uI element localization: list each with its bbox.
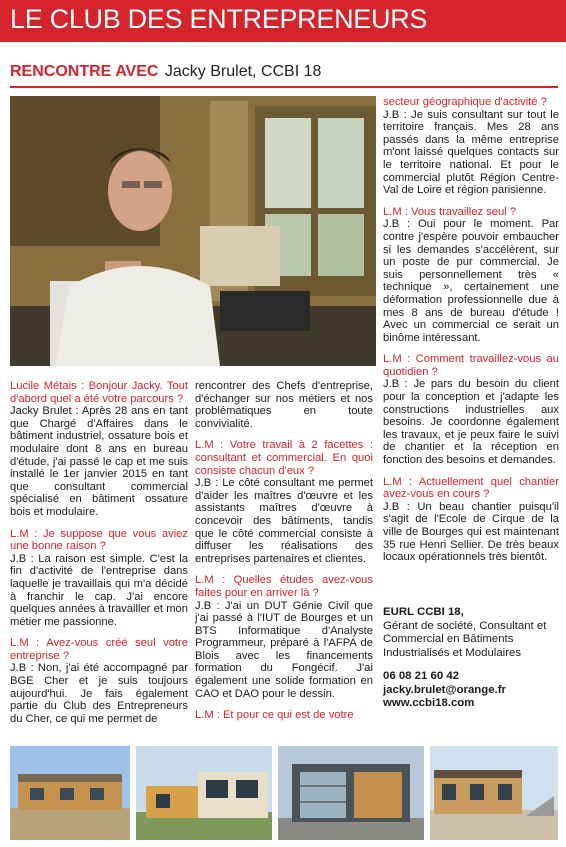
subheading-lead: RENCONTRE AVEC [10, 63, 159, 80]
answer-text: J.B : Je suis consultant sur tout le territoire français. Mes 28 ans passés dans la même entreprise m'ont laissé quelques contacts sur le territoire national. Et pour le commercial plutôt Région Centre-Val de Loire et région parisienne. [383, 108, 559, 197]
qa-block [383, 353, 559, 466]
answer-text: J.B : Oui pour le moment. Par contre j'espère pouvoir embaucher si les demandes s'accélèrent, sur un poste de pur commercial. Je suis personnellement très « technique », certainement une déformation professionnelle due à mes 8 ans de bureau d'étude ! Avec un commercial ce serait un binôme intéressant. [383, 218, 559, 344]
qa-block [383, 206, 559, 345]
qa-block [195, 380, 373, 430]
project-photo [430, 746, 558, 840]
qa-block [383, 96, 559, 197]
header-banner [0, 0, 566, 42]
answer-text: J.B : J'ai un DUT Génie Civil que j'ai passé à l'IUT de Bourges et un BTS Informatique d'Analyste Programmeur, préparé à l'AFPA de Blois avec les financements formation du Fongécif. J'ai également une solide formation en CAO et DAO pour le dessin. [195, 599, 373, 700]
answer-text: J.B : Un beau chantier puisqu'il s'agit de l'Ecole de Cirque de la ville de Bourges qui est maintenant 35 rue Henri Sellier. De très beaux locaux opérationnels très bientôt. [383, 500, 559, 564]
column-1 [10, 380, 188, 734]
question-text: secteur géographique d'activité ? [383, 96, 547, 108]
answer-text: J.B : Le côté consultant me permet d'aider les maîtres d'œuvre et les assistants maîtres d'œuvre à concevoir des bâtiments, tandis que le côté commercial consiste à diffuser les réalisations des entreprises partenaires et clientes. [195, 477, 373, 565]
question-text: L.M : Et pour ce qui est de votre [195, 709, 354, 722]
question-text: L.M : Vous travaillez seul ? [383, 205, 517, 218]
project-photo [136, 746, 272, 840]
project-photo-strip [0, 741, 566, 847]
qa-block [195, 574, 373, 700]
article-subheading [10, 63, 321, 81]
question-text: Lucile Métais : Bonjour Jacky. Tout d'abord quel a été votre parcours ? [10, 380, 188, 405]
qa-block [383, 476, 559, 564]
qa-block [10, 637, 188, 725]
column-2 [195, 380, 373, 731]
divider [10, 86, 558, 88]
question-text: L.M : Votre travail à 2 facettes : consultant et commercial. En quoi consiste chacun d'eux ? [195, 439, 373, 477]
column-3 [383, 96, 559, 573]
answer-text: J.B : Je pars du besoin du client pour la conception et j'adapte les constructions industrielles aux besoins. Je coordonne également les travaux, et je peux faire le suivi de chantier et la réception en fonction des besoins et demandes. [383, 378, 559, 467]
website-link[interactable]: www.ccbi18.com [383, 697, 475, 709]
answer-text: Jacky Brulet : Après 28 ans en tant que Chargé d'Affaires dans le bâtiment industriel, ossature bois et modulaire dont 8 ans en bureau d'étude, j'ai passé le cap et me suis installé le 1er janvier 2015 en tant que consultant commercial spécialisé en bâtiment ossature bois et modulaire. [10, 405, 188, 518]
page-title: LE CLUB DES ENTREPRENEURS [10, 4, 428, 34]
portrait-photo [10, 96, 376, 366]
qa-block [195, 439, 373, 565]
answer-text: rencontrer des Chefs d'entreprise, d'échanger sur nos métiers et nos problématiques en toute convivialité. [195, 380, 373, 430]
question-text: L.M : Avez-vous créé seul votre entreprise ? [10, 637, 188, 662]
question-text: L.M : Actuellement quel chantier avez-vous en cours ? [383, 475, 559, 501]
company-role: Gérant de société, Consultant et Commercial en Bâtiments Industrialisés et Modulaires [383, 619, 547, 659]
answer-text: J.B : La raison est simple. C'est la fin d'activité de l'entreprise dans laquelle je travaillais qui m'a décidé à franchir le cap. J'ai encore quelques années à travailler et mon métier me passionne. [10, 552, 188, 628]
contact-signature [383, 606, 559, 711]
project-photo [10, 746, 130, 840]
qa-block [195, 709, 373, 722]
email-link[interactable]: jacky.brulet@orange.fr [383, 683, 506, 696]
project-photo [278, 746, 424, 840]
question-text: L.M : Quelles études avez-vous faites pour en arriver là ? [195, 574, 373, 599]
qa-block [10, 380, 188, 519]
company-name: EURL CCBI 18, [383, 606, 464, 618]
qa-block [10, 528, 188, 629]
phone-number: 06 08 21 60 42 [383, 670, 460, 682]
subheading-name: Jacky Brulet, CCBI 18 [164, 63, 322, 80]
question-text: L.M : Comment travaillez-vous au quotidien ? [383, 353, 559, 378]
answer-text: J.B : Non, j'ai été accompagné par BGE Cher et je suis toujours aujourd'hui. Je fais également partie du Club des Entrepreneurs du Cher, ce qui me permet de [10, 662, 188, 725]
question-text: L.M : Je suppose que vous aviez une bonne raison ? [10, 527, 188, 553]
